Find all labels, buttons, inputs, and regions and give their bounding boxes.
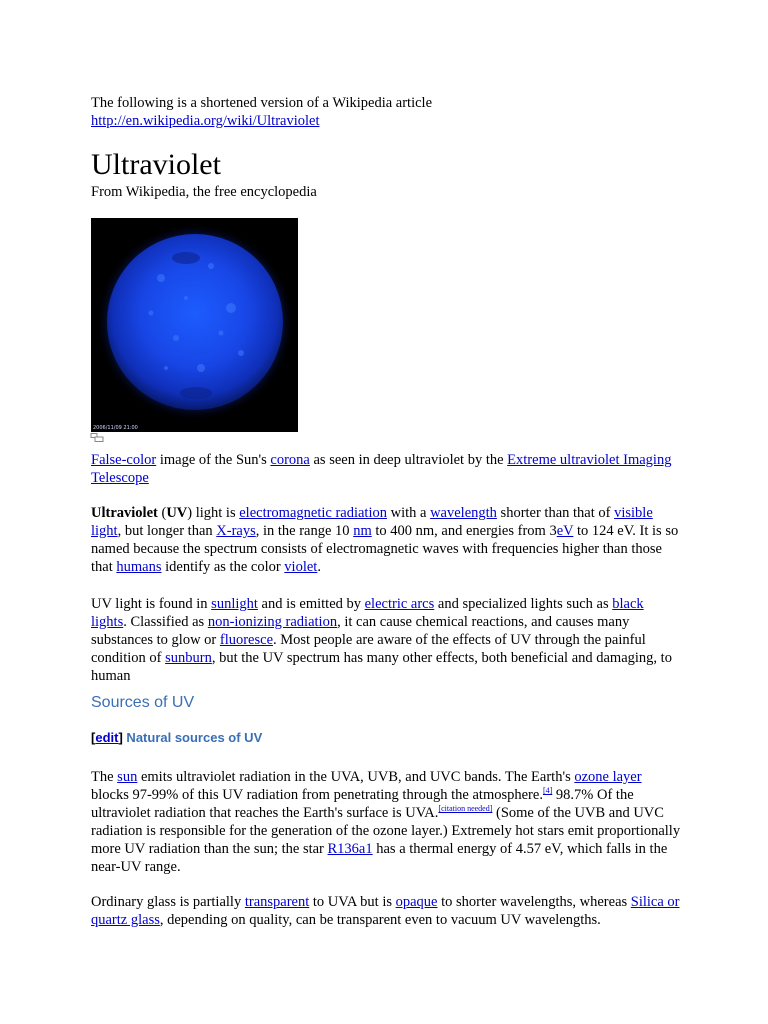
sun-corona-graphic — [91, 218, 298, 432]
text-run: has a thermal energy of 4.57 eV, which falls in the near-UV range. — [91, 841, 668, 875]
tagline: From Wikipedia, the free encyclopedia — [91, 184, 317, 200]
link-sunlight[interactable]: sunlight — [211, 596, 258, 612]
link-sun[interactable]: sun — [117, 769, 138, 785]
enlarge-icon[interactable] — [90, 433, 104, 442]
link-x-rays[interactable]: X-rays — [216, 523, 256, 539]
link-electromagnetic-radiation[interactable]: electromagnetic radiation — [239, 505, 387, 521]
paragraph-definition — [91, 504, 681, 576]
caption-text: image of the Sun's — [156, 452, 271, 468]
link-non-ionizing-radiation[interactable]: non-ionizing radiation — [207, 614, 338, 630]
text-run: to UVA but is — [309, 894, 396, 910]
image-caption — [91, 451, 681, 487]
text-run: and is emitted by — [257, 596, 365, 612]
subsection-heading-natural — [91, 729, 262, 747]
image-timestamp: 2006/11/09 21:00 — [93, 425, 138, 431]
text-run: , but the UV spectrum has many other effects, both beneficial and damaging, to human — [91, 650, 672, 684]
link-visible-light[interactable]: visible light — [91, 505, 653, 539]
text-run: The — [91, 769, 118, 785]
caption-link-eit[interactable]: Extreme ultraviolet Imaging Telescope — [91, 452, 672, 486]
edit-bracket-close: ] — [118, 730, 123, 745]
link-ozone-layer[interactable]: ozone layer — [574, 769, 642, 785]
citation-4-link[interactable]: [4] — [542, 786, 553, 796]
caption-link-corona[interactable]: corona — [270, 452, 310, 468]
text-run: ) light is — [187, 505, 240, 521]
text-run: , it can cause chemical reactions, and causes many substances to glow or — [91, 614, 630, 648]
page-title: Ultraviolet — [91, 148, 221, 181]
bold-term: Ultraviolet — [91, 505, 158, 521]
text-run: ( — [157, 505, 167, 521]
link-electric-arcs[interactable]: electric arcs — [364, 596, 435, 612]
text-run: to shorter wavelengths, whereas — [437, 894, 631, 910]
link-humans[interactable]: humans — [116, 559, 162, 575]
edit-bracket-open: [ — [91, 730, 96, 745]
edit-link[interactable]: edit — [95, 730, 119, 745]
link-transparent[interactable]: transparent — [244, 894, 310, 910]
text-run: . — [317, 559, 321, 575]
text-run: identify as the color — [161, 559, 285, 575]
link-r136a1[interactable]: R136a1 — [327, 841, 373, 857]
paragraph-occurrence — [91, 595, 681, 685]
text-run: UV light is found in — [91, 596, 212, 612]
link-silica-quartz-glass[interactable]: Silica or quartz glass — [91, 894, 680, 928]
source-url-link[interactable]: http://en.wikipedia.org/wiki/Ultraviolet — [91, 113, 320, 129]
link-sunburn[interactable]: sunburn — [165, 650, 212, 666]
sun-corona-image[interactable] — [91, 218, 298, 432]
text-run: to 400 nm, and energies from 3 — [371, 523, 557, 539]
text-run: with a — [386, 505, 431, 521]
text-run: to 124 eV. It is so named because the spectrum consists of electromagnetic waves with frequencies higher than those that — [91, 523, 679, 575]
text-run: and specialized lights such as — [434, 596, 613, 612]
text-run: blocks 97-99% of this UV radiation from penetrating through the atmosphere. — [91, 787, 543, 803]
caption-link-false-color[interactable]: False-color — [91, 452, 157, 468]
text-run: , in the range 10 — [255, 523, 354, 539]
section-heading-sources: Sources of UV — [91, 694, 195, 711]
text-run: shorter than that of — [496, 505, 615, 521]
text-run: , but longer than — [117, 523, 217, 539]
text-run: , depending on quality, can be transparent even to vacuum UV wavelengths. — [159, 912, 601, 928]
text-run: . Most people are aware of the effects of UV through the painful condition of — [91, 632, 646, 666]
citation-needed-link[interactable]: [citation needed] — [438, 804, 493, 814]
link-violet[interactable]: violet — [284, 559, 318, 575]
link-fluoresce[interactable]: fluoresce — [219, 632, 274, 648]
link-opaque[interactable]: opaque — [395, 894, 438, 910]
paragraph-glass — [91, 893, 681, 929]
intro-note — [91, 94, 681, 130]
link-black-lights[interactable]: black lights — [91, 596, 644, 630]
text-run: Ordinary glass is partially — [91, 894, 245, 910]
caption-text: as seen in deep ultraviolet by the — [309, 452, 508, 468]
text-run: . Classified as — [123, 614, 208, 630]
link-nm[interactable]: nm — [353, 523, 372, 539]
subsection-title: Natural sources of UV — [122, 730, 263, 745]
text-run: 98.7% Of the ultraviolet radiation that reaches the Earth's surface is UVA. — [91, 787, 634, 821]
text-run: emits ultraviolet radiation in the UVA, UVB, and UVC bands. The Earth's — [137, 769, 575, 785]
link-wavelength[interactable]: wavelength — [430, 505, 497, 521]
bold-term: UV — [166, 505, 188, 521]
text-run: (Some of the UVB and UVC radiation is responsible for the generation of the ozone layer.) Extremely hot stars emit proportionally more UV radiation than the sun; the star — [91, 805, 681, 857]
link-ev[interactable]: eV — [556, 523, 574, 539]
paragraph-natural-sources — [91, 768, 681, 876]
intro-text: The following is a shortened version of a Wikipedia article — [91, 95, 433, 111]
